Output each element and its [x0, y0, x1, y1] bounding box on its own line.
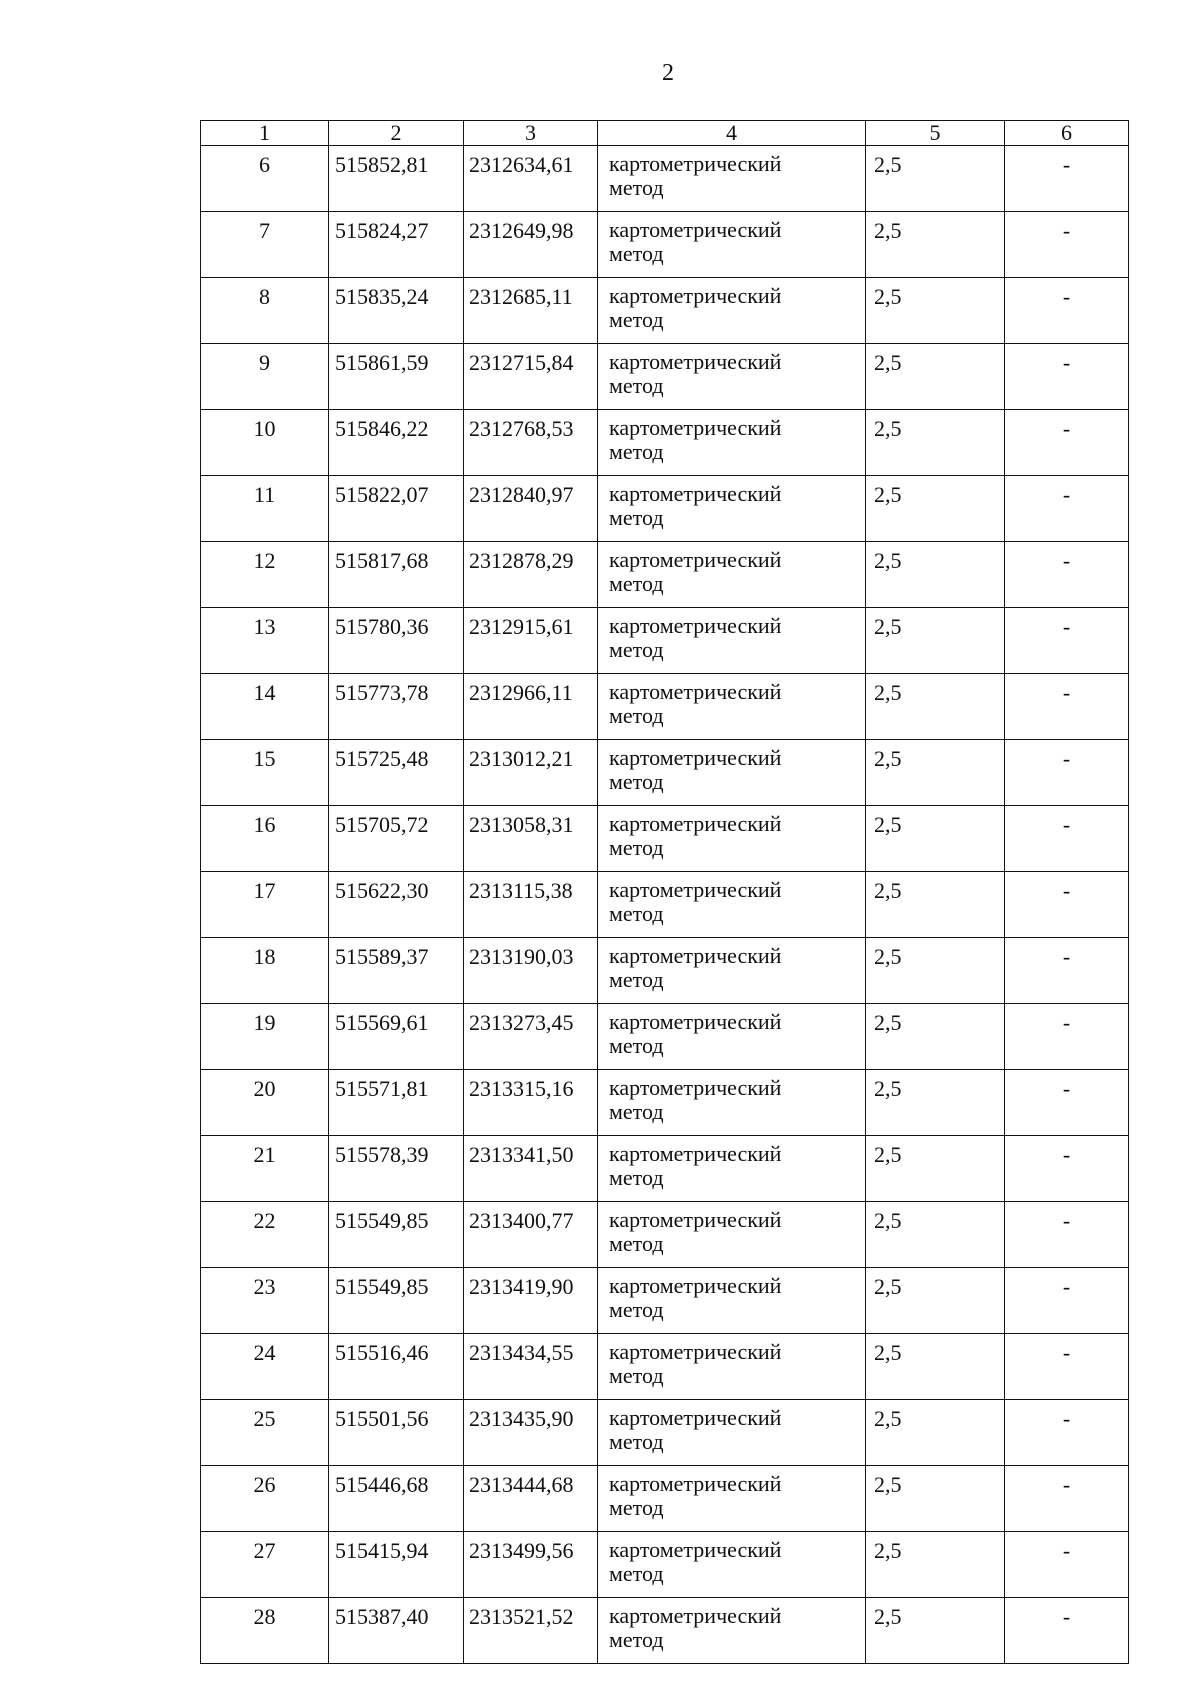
method-line-1: картометрический — [609, 1009, 782, 1034]
method-line-1: картометрический — [609, 415, 782, 440]
method-line-1: картометрический — [609, 1405, 782, 1430]
method-line-1: картометрический — [609, 745, 782, 770]
table-row — [201, 344, 1129, 410]
accuracy-value: 2,5 — [866, 1466, 1005, 1532]
method-line-1: картометрический — [609, 613, 782, 638]
coordinate-y: 2313499,56 — [464, 1532, 598, 1598]
point-number: 14 — [201, 674, 329, 740]
determination-method — [598, 872, 866, 938]
coordinate-y: 2312715,84 — [464, 344, 598, 410]
method-line-2: метод — [609, 241, 664, 266]
coordinate-y: 2313012,21 — [464, 740, 598, 806]
accuracy-value: 2,5 — [866, 212, 1005, 278]
accuracy-value: 2,5 — [866, 1598, 1005, 1664]
method-line-2: метод — [609, 769, 664, 794]
point-number: 13 — [201, 608, 329, 674]
method-line-1: картометрический — [609, 547, 782, 572]
coordinate-x: 515569,61 — [329, 1004, 464, 1070]
determination-method — [598, 1004, 866, 1070]
determination-method — [598, 674, 866, 740]
table-row — [201, 1004, 1129, 1070]
coordinate-y: 2312685,11 — [464, 278, 598, 344]
coordinate-x: 515516,46 — [329, 1334, 464, 1400]
description-value: - — [1005, 146, 1129, 212]
description-value: - — [1005, 806, 1129, 872]
determination-method — [598, 1136, 866, 1202]
point-number: 25 — [201, 1400, 329, 1466]
point-number: 22 — [201, 1202, 329, 1268]
determination-method — [598, 1466, 866, 1532]
point-number: 16 — [201, 806, 329, 872]
accuracy-value: 2,5 — [866, 608, 1005, 674]
coordinate-x: 515549,85 — [329, 1202, 464, 1268]
table-row — [201, 608, 1129, 674]
determination-method — [598, 410, 866, 476]
description-value: - — [1005, 410, 1129, 476]
description-value: - — [1005, 344, 1129, 410]
determination-method — [598, 278, 866, 344]
table-row — [201, 212, 1129, 278]
table-row — [201, 1070, 1129, 1136]
point-number: 26 — [201, 1466, 329, 1532]
method-line-1: картометрический — [609, 1603, 782, 1628]
method-line-2: метод — [609, 835, 664, 860]
point-number: 8 — [201, 278, 329, 344]
accuracy-value: 2,5 — [866, 1532, 1005, 1598]
method-line-2: метод — [609, 1495, 664, 1520]
coordinate-y: 2313273,45 — [464, 1004, 598, 1070]
description-value: - — [1005, 1400, 1129, 1466]
table-row — [201, 806, 1129, 872]
description-value: - — [1005, 872, 1129, 938]
accuracy-value: 2,5 — [866, 344, 1005, 410]
column-number-row — [201, 121, 1129, 146]
description-value: - — [1005, 674, 1129, 740]
coordinate-x: 515861,59 — [329, 344, 464, 410]
coordinate-x: 515822,07 — [329, 476, 464, 542]
accuracy-value: 2,5 — [866, 1400, 1005, 1466]
accuracy-value: 2,5 — [866, 806, 1005, 872]
coordinate-x: 515446,68 — [329, 1466, 464, 1532]
point-number: 28 — [201, 1598, 329, 1664]
determination-method — [598, 1202, 866, 1268]
method-line-2: метод — [609, 439, 664, 464]
description-value: - — [1005, 1202, 1129, 1268]
coordinate-y: 2312649,98 — [464, 212, 598, 278]
method-line-1: картометрический — [609, 811, 782, 836]
description-value: - — [1005, 476, 1129, 542]
accuracy-value: 2,5 — [866, 674, 1005, 740]
determination-method — [598, 344, 866, 410]
method-line-1: картометрический — [609, 151, 782, 176]
description-value: - — [1005, 1136, 1129, 1202]
coordinate-x: 515415,94 — [329, 1532, 464, 1598]
determination-method — [598, 542, 866, 608]
accuracy-value: 2,5 — [866, 1268, 1005, 1334]
method-line-1: картометрический — [609, 217, 782, 242]
table-row — [201, 938, 1129, 1004]
determination-method — [598, 1400, 866, 1466]
table-row — [201, 1400, 1129, 1466]
coordinate-y: 2313341,50 — [464, 1136, 598, 1202]
table-row — [201, 1532, 1129, 1598]
method-line-2: метод — [609, 1363, 664, 1388]
point-number: 6 — [201, 146, 329, 212]
determination-method — [598, 938, 866, 1004]
point-number: 20 — [201, 1070, 329, 1136]
method-line-2: метод — [609, 505, 664, 530]
description-value: - — [1005, 1532, 1129, 1598]
coordinate-x: 515835,24 — [329, 278, 464, 344]
description-value: - — [1005, 1070, 1129, 1136]
table-row — [201, 476, 1129, 542]
description-value: - — [1005, 278, 1129, 344]
method-line-2: метод — [609, 373, 664, 398]
method-line-2: метод — [609, 175, 664, 200]
table-row — [201, 1202, 1129, 1268]
point-number: 7 — [201, 212, 329, 278]
coordinate-y: 2313419,90 — [464, 1268, 598, 1334]
accuracy-value: 2,5 — [866, 476, 1005, 542]
column-number-6: 6 — [1005, 121, 1129, 146]
coordinates-table — [200, 120, 1129, 1664]
method-line-1: картометрический — [609, 349, 782, 374]
method-line-1: картометрический — [609, 877, 782, 902]
column-number-5: 5 — [866, 121, 1005, 146]
accuracy-value: 2,5 — [866, 1070, 1005, 1136]
accuracy-value: 2,5 — [866, 1334, 1005, 1400]
accuracy-value: 2,5 — [866, 1004, 1005, 1070]
column-number-3: 3 — [464, 121, 598, 146]
method-line-1: картометрический — [609, 1273, 782, 1298]
coordinate-y: 2313315,16 — [464, 1070, 598, 1136]
coordinate-y: 2313115,38 — [464, 872, 598, 938]
coordinate-x: 515589,37 — [329, 938, 464, 1004]
page-number: 2 — [662, 60, 674, 86]
description-value: - — [1005, 740, 1129, 806]
description-value: - — [1005, 212, 1129, 278]
method-line-2: метод — [609, 1033, 664, 1058]
point-number: 23 — [201, 1268, 329, 1334]
point-number: 18 — [201, 938, 329, 1004]
coordinate-x: 515824,27 — [329, 212, 464, 278]
determination-method — [598, 1070, 866, 1136]
coordinate-y: 2312966,11 — [464, 674, 598, 740]
coordinate-x: 515622,30 — [329, 872, 464, 938]
accuracy-value: 2,5 — [866, 938, 1005, 1004]
method-line-2: метод — [609, 1429, 664, 1454]
description-value: - — [1005, 1466, 1129, 1532]
determination-method — [598, 608, 866, 674]
column-number-2: 2 — [329, 121, 464, 146]
method-line-1: картометрический — [609, 1471, 782, 1496]
coordinate-y: 2313521,52 — [464, 1598, 598, 1664]
table-row — [201, 1466, 1129, 1532]
coordinates-table-body — [201, 121, 1129, 1664]
column-number-1: 1 — [201, 121, 329, 146]
method-line-1: картометрический — [609, 283, 782, 308]
coordinate-y: 2313444,68 — [464, 1466, 598, 1532]
method-line-2: метод — [609, 1231, 664, 1256]
method-line-1: картометрический — [609, 943, 782, 968]
coordinate-x: 515578,39 — [329, 1136, 464, 1202]
accuracy-value: 2,5 — [866, 146, 1005, 212]
coordinate-x: 515501,56 — [329, 1400, 464, 1466]
method-line-2: метод — [609, 1297, 664, 1322]
accuracy-value: 2,5 — [866, 1202, 1005, 1268]
determination-method — [598, 1268, 866, 1334]
table-row — [201, 1268, 1129, 1334]
determination-method — [598, 1532, 866, 1598]
table-row — [201, 146, 1129, 212]
point-number: 10 — [201, 410, 329, 476]
determination-method — [598, 146, 866, 212]
determination-method — [598, 212, 866, 278]
determination-method — [598, 476, 866, 542]
table-row — [201, 278, 1129, 344]
method-line-2: метод — [609, 1165, 664, 1190]
point-number: 27 — [201, 1532, 329, 1598]
coordinate-y: 2312768,53 — [464, 410, 598, 476]
table-row — [201, 740, 1129, 806]
coordinate-y: 2313400,77 — [464, 1202, 598, 1268]
point-number: 15 — [201, 740, 329, 806]
point-number: 21 — [201, 1136, 329, 1202]
method-line-2: метод — [609, 703, 664, 728]
method-line-2: метод — [609, 967, 664, 992]
table-row — [201, 1598, 1129, 1664]
point-number: 19 — [201, 1004, 329, 1070]
accuracy-value: 2,5 — [866, 278, 1005, 344]
description-value: - — [1005, 938, 1129, 1004]
description-value: - — [1005, 1268, 1129, 1334]
method-line-1: картометрический — [609, 1537, 782, 1562]
description-value: - — [1005, 1598, 1129, 1664]
coordinate-y: 2313434,55 — [464, 1334, 598, 1400]
point-number: 11 — [201, 476, 329, 542]
coordinate-x: 515571,81 — [329, 1070, 464, 1136]
method-line-2: метод — [609, 1627, 664, 1652]
point-number: 24 — [201, 1334, 329, 1400]
accuracy-value: 2,5 — [866, 542, 1005, 608]
method-line-1: картометрический — [609, 1141, 782, 1166]
method-line-2: метод — [609, 901, 664, 926]
point-number: 9 — [201, 344, 329, 410]
table-row — [201, 872, 1129, 938]
table-row — [201, 674, 1129, 740]
coordinate-x: 515549,85 — [329, 1268, 464, 1334]
coordinate-x: 515780,36 — [329, 608, 464, 674]
coordinate-x: 515705,72 — [329, 806, 464, 872]
table-row — [201, 542, 1129, 608]
description-value: - — [1005, 1004, 1129, 1070]
coordinate-y: 2312840,97 — [464, 476, 598, 542]
accuracy-value: 2,5 — [866, 740, 1005, 806]
method-line-1: картометрический — [609, 481, 782, 506]
description-value: - — [1005, 1334, 1129, 1400]
table-row — [201, 410, 1129, 476]
coordinate-y: 2312634,61 — [464, 146, 598, 212]
coordinate-y: 2312915,61 — [464, 608, 598, 674]
coordinate-x: 515852,81 — [329, 146, 464, 212]
coordinate-y: 2312878,29 — [464, 542, 598, 608]
coordinate-x: 515387,40 — [329, 1598, 464, 1664]
point-number: 12 — [201, 542, 329, 608]
column-number-4: 4 — [598, 121, 866, 146]
table-row — [201, 1136, 1129, 1202]
description-value: - — [1005, 608, 1129, 674]
determination-method — [598, 740, 866, 806]
description-value: - — [1005, 542, 1129, 608]
method-line-1: картометрический — [609, 679, 782, 704]
coordinate-x: 515817,68 — [329, 542, 464, 608]
method-line-1: картометрический — [609, 1207, 782, 1232]
method-line-2: метод — [609, 637, 664, 662]
accuracy-value: 2,5 — [866, 1136, 1005, 1202]
determination-method — [598, 1334, 866, 1400]
table-row — [201, 1334, 1129, 1400]
method-line-1: картометрический — [609, 1075, 782, 1100]
accuracy-value: 2,5 — [866, 872, 1005, 938]
coordinate-y: 2313435,90 — [464, 1400, 598, 1466]
method-line-1: картометрический — [609, 1339, 782, 1364]
method-line-2: метод — [609, 307, 664, 332]
accuracy-value: 2,5 — [866, 410, 1005, 476]
coordinate-x: 515846,22 — [329, 410, 464, 476]
method-line-2: метод — [609, 571, 664, 596]
coordinate-y: 2313058,31 — [464, 806, 598, 872]
method-line-2: метод — [609, 1099, 664, 1124]
determination-method — [598, 806, 866, 872]
coordinate-x: 515725,48 — [329, 740, 464, 806]
method-line-2: метод — [609, 1561, 664, 1586]
determination-method — [598, 1598, 866, 1664]
point-number: 17 — [201, 872, 329, 938]
coordinate-y: 2313190,03 — [464, 938, 598, 1004]
coordinate-x: 515773,78 — [329, 674, 464, 740]
